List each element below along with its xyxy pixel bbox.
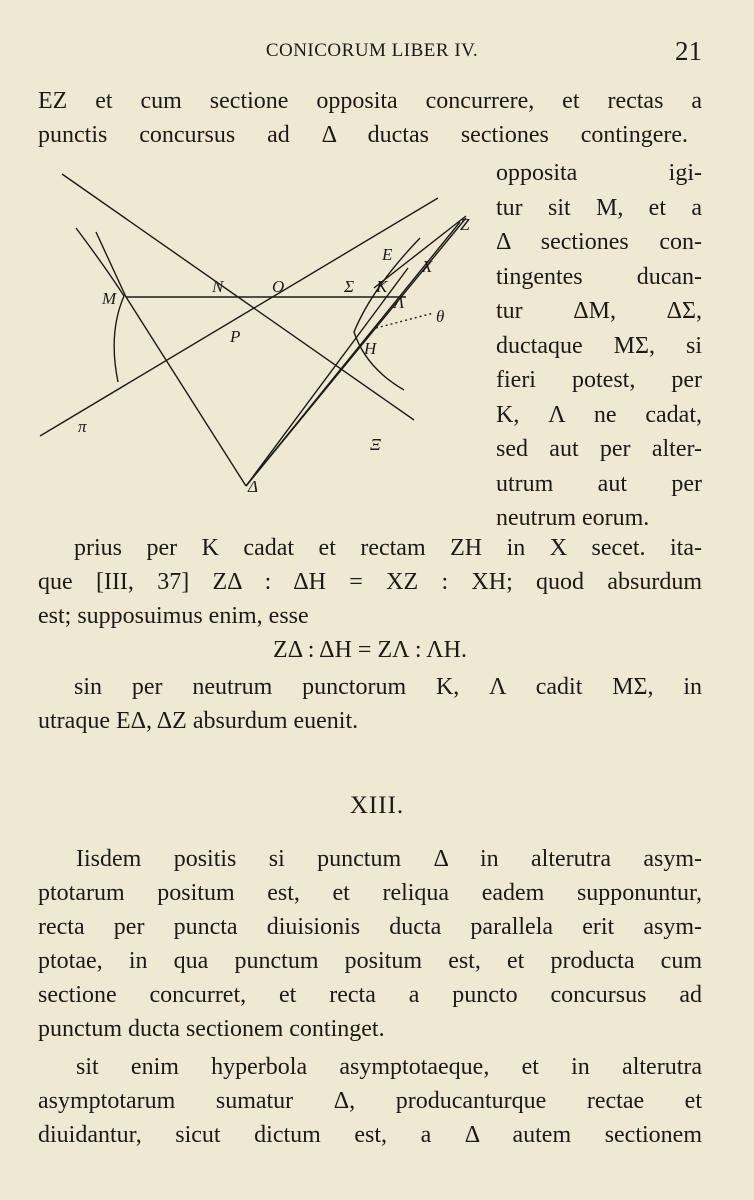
column-line: tur sit M, et a [496,194,702,221]
label-Theta: θ [436,307,445,326]
text-line: ptotae, in qua punctum positum est, et producta cum [38,948,702,974]
text-line: recta per puncta diuisionis ducta parallela erit asym- [38,914,702,940]
text-line: diuidantur, sicut dictum est, a Δ autem sectionem [38,1122,702,1148]
text-line: ptotarum positum est, et reliqua eadem supponuntur, [38,880,702,906]
column-line: opposita igi- [496,160,702,186]
column-line: utrum aut per [496,470,702,497]
label-N: N [212,277,224,296]
text-line: Iisdem positis si punctum Δ in alterutra asym- [76,846,702,872]
label-K: K [376,277,388,296]
column-line: K, Λ ne cadat, [496,401,702,428]
section-number: XIII. [349,792,405,819]
column-line: neutrum eorum. [496,505,650,531]
label-X: X [422,257,433,276]
label-Z: Z [460,215,470,234]
label-Delta: Δ [248,477,258,496]
text-line: sin per neutrum punctorum K, Λ cadit MΣ, in [74,674,702,700]
label-Xi: Ξ [370,435,381,454]
hyperbola-branch-left [76,228,124,382]
column-line: Δ sectiones con- [496,229,702,255]
text-line: prius per K cadat et rectam ZH in X secet. ita- [74,535,702,561]
label-O: O [272,277,285,296]
label-H: H [364,339,377,358]
label-P: P [230,327,241,346]
text-line: que [III, 37] ZΔ : ΔH = XZ : XH; quod absurdum [38,569,702,595]
label-M: M [102,289,117,308]
text-line: asymptotarum sumatur Δ, producanturque rectae et [38,1088,702,1114]
figure-line-Delta-Sigma [246,268,408,486]
text-line: punctum ducta sectionem continget. [38,1016,385,1042]
page-number: 21 [675,36,702,66]
text-line: punctis concursus ad Δ ductas sectiones contingere. [38,122,688,148]
label-Lambda: Λ [394,293,405,312]
figure-line [40,198,438,436]
column-line: tingentes ducan- [496,263,702,290]
figure-line [96,232,126,297]
page-header [40,34,704,70]
conic-sections-figure [36,168,496,508]
column-line: tur ΔM, ΔΣ, [496,298,702,324]
running-title: CONICORUM LIBER IV. [265,40,479,61]
text-line: utraque EΔ, ΔZ absurdum euenit. [38,708,359,734]
column-line: sed aut per alter- [496,436,702,462]
text-line: sectione concurret, et recta a puncto concursus ad [38,982,702,1008]
label-Pi: π [78,417,87,436]
column-line: fieri potest, per [496,367,702,393]
text-line: est; supposuimus enim, esse [38,603,309,629]
text-line: EZ et cum sectione opposita concurrere, et rectas a [38,88,702,114]
figure-line-M-Delta [126,297,246,486]
label-E: E [382,245,393,264]
column-line: ductaque MΣ, si [496,332,702,359]
label-Sigma: Σ [344,277,355,296]
text-line: sit enim hyperbola asymptotaeque, et in alterutra [76,1054,702,1080]
equation: ZΔ : ΔH = ZΛ : ΛH. [273,637,467,663]
